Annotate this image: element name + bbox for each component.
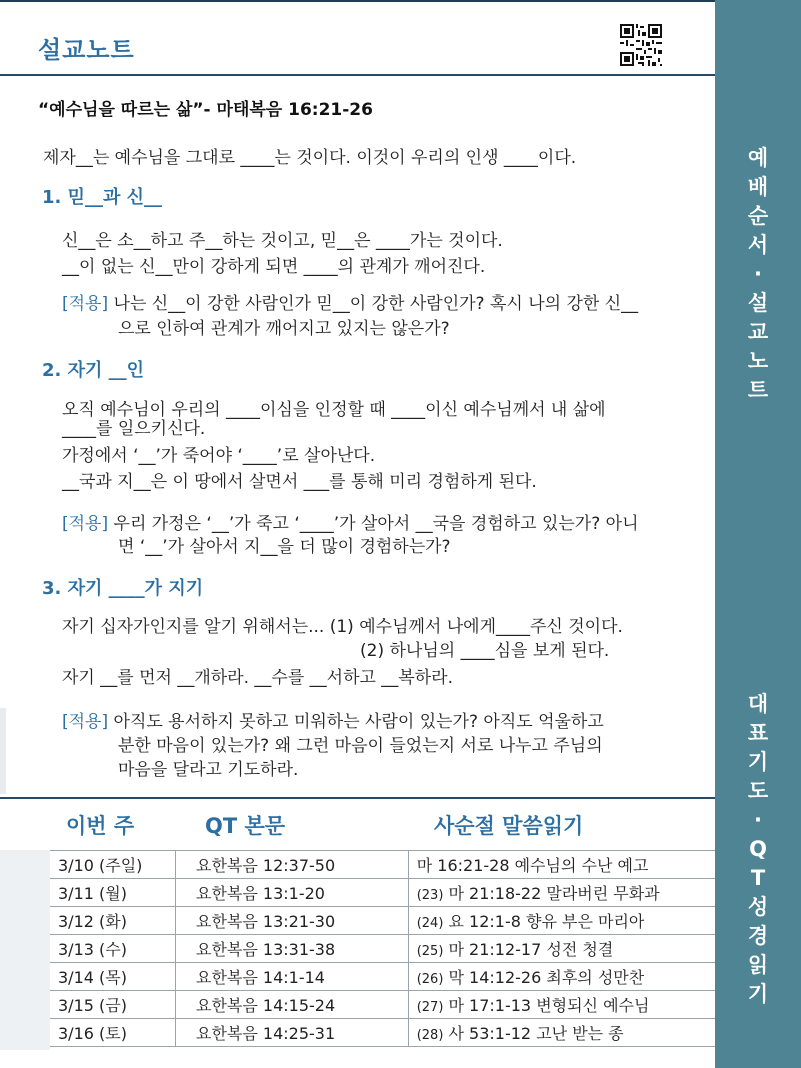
reading-number: (27) — [416, 1000, 444, 1015]
reading-text: 마 17:1-13 변형되신 예수님 — [448, 996, 650, 1015]
apply-text: 마음을 달라고 기도하라. — [118, 760, 299, 780]
date-cell: 3/10 (주일) — [50, 851, 175, 879]
sidebar-char: 성 — [747, 895, 769, 919]
apply-text: 우리 가정은 ‘__’가 죽고 ‘____’가 살아서 __국을 경험하고 있는가? 아니 — [113, 514, 639, 534]
section-2-apply — [62, 509, 639, 534]
table-margin-shade — [0, 850, 50, 1050]
margin-shade — [0, 708, 6, 794]
section-2-heading: 2. 자기 __인 — [42, 360, 145, 381]
sidebar-char: 교 — [747, 320, 769, 344]
sidebar-char: 예 — [747, 146, 769, 170]
reading-cell — [408, 907, 715, 935]
reading-cell — [408, 851, 715, 879]
table-row — [50, 851, 715, 879]
section-3-heading: 3. 자기 ____가 지기 — [42, 578, 204, 599]
reading-text: 사 53:1-12 고난 받는 종 — [448, 1024, 624, 1043]
qt-cell: 요한복음 13:21-30 — [175, 907, 408, 935]
reading-schedule-table — [50, 850, 715, 1047]
sidebar-char: 서 — [747, 233, 769, 257]
section-2-line: 오직 예수님이 우리의 ____이심을 인정할 때 ____이신 예수님께서 내 삶에 — [62, 400, 606, 420]
sidebar-char: 배 — [747, 175, 769, 199]
section-2-line: ____를 일으키신다. — [62, 419, 206, 439]
section-1-apply — [62, 289, 638, 314]
reading-cell — [408, 1019, 715, 1047]
column-header-qt: QT 본문 — [205, 814, 286, 838]
date-cell: 3/14 (목) — [50, 963, 175, 991]
sidebar — [715, 0, 801, 1068]
date-cell: 3/13 (수) — [50, 935, 175, 963]
section-1-heading: 1. 믿__과 신__ — [42, 187, 163, 208]
apply-text: 으로 인하여 관계가 깨어지고 있지는 않은가? — [118, 319, 450, 339]
date-cell: 3/11 (월) — [50, 879, 175, 907]
reading-number: (26) — [416, 972, 444, 987]
sidebar-char: 순 — [747, 204, 769, 228]
reading-cell — [408, 935, 715, 963]
section-1-line: 신__은 소__하고 주__하는 것이고, 믿__은 ____가는 것이다. — [62, 231, 503, 251]
table-row — [50, 879, 715, 907]
sidebar-char: 노 — [747, 349, 769, 373]
sidebar-char: 설 — [747, 291, 769, 315]
table-row — [50, 935, 715, 963]
column-header-reading: 사순절 말씀읽기 — [434, 814, 584, 838]
sidebar-char: T — [750, 866, 766, 890]
header-divider — [0, 74, 715, 76]
qt-cell: 요한복음 14:15-24 — [175, 991, 408, 1019]
sidebar-char: 표 — [747, 721, 769, 745]
qt-cell: 요한복음 12:37-50 — [175, 851, 408, 879]
sidebar-char: 읽 — [747, 953, 769, 977]
reading-cell — [408, 991, 715, 1019]
reading-number: (23) — [416, 888, 444, 903]
section-2-line: 가정에서 ‘__’가 죽어야 ‘____’로 살아난다. — [62, 446, 376, 466]
reading-text: 마 21:12-17 성전 청결 — [448, 940, 614, 959]
qt-cell: 요한복음 14:25-31 — [175, 1019, 408, 1047]
table-row — [50, 963, 715, 991]
top-divider — [0, 0, 715, 2]
date-cell: 3/16 (토) — [50, 1019, 175, 1047]
section-3-apply — [62, 707, 604, 732]
column-header-week: 이번 주 — [66, 814, 135, 838]
section-3-line: 자기 __를 먼저 __개하라. __수를 __서하고 __복하라. — [62, 668, 453, 688]
reading-number: (24) — [416, 916, 444, 931]
sidebar-char: 도 — [747, 779, 769, 803]
date-cell: 3/15 (금) — [50, 991, 175, 1019]
reading-text: 막 14:12-26 최후의 성만찬 — [448, 968, 645, 987]
apply-tag: [적용] — [62, 712, 109, 732]
intro-text: 제자__는 예수님을 그대로 ____는 것이다. 이것이 우리의 인생 ____이다. — [43, 148, 577, 168]
reading-text: 요 12:1-8 향유 부은 마리아 — [448, 912, 645, 931]
qt-cell: 요한복음 14:1-14 — [175, 963, 408, 991]
section-3-line: 자기 십자가인지를 알기 위해서는... (1) 예수님께서 나에게____주신 것이다. — [62, 617, 623, 637]
qt-cell: 요한복음 13:1-20 — [175, 879, 408, 907]
sidebar-char: · — [754, 262, 762, 286]
sidebar-char: 대 — [747, 692, 769, 716]
reading-cell — [408, 963, 715, 991]
sidebar-char: 기 — [747, 750, 769, 774]
reading-text: 마 16:21-28 예수님의 수난 예고 — [416, 856, 649, 875]
apply-text: 아직도 용서하지 못하고 미워하는 사람이 있는가? 아직도 억울하고 — [113, 712, 604, 732]
sidebar-char: 기 — [747, 982, 769, 1006]
section-2-line: __국과 지__은 이 땅에서 살면서 ___를 통해 미리 경험하게 된다. — [62, 472, 537, 492]
reading-cell — [408, 879, 715, 907]
sermon-title: “예수님을 따르는 삶”- 마태복음 16:21-26 — [38, 100, 373, 120]
apply-text: 면 ‘__’가 살아서 지__을 더 많이 경험하는가? — [118, 537, 451, 557]
reading-number: (25) — [416, 944, 444, 959]
section-3-line: (2) 하나님의 ____심을 보게 된다. — [360, 641, 610, 661]
qt-cell: 요한복음 13:31-38 — [175, 935, 408, 963]
page-title: 설교노트 — [38, 36, 135, 64]
apply-tag: [적용] — [62, 514, 109, 534]
apply-text: 분한 마음이 있는가? 왜 그런 마음이 들었는지 서로 나누고 주님의 — [118, 736, 603, 756]
date-cell: 3/12 (화) — [50, 907, 175, 935]
apply-tag: [적용] — [62, 294, 109, 314]
sidebar-char: · — [754, 808, 762, 832]
sidebar-char: Q — [749, 837, 767, 861]
table-row — [50, 1019, 715, 1047]
sidebar-char: 트 — [747, 378, 769, 402]
table-divider — [0, 797, 715, 799]
sidebar-label-prayer-qt — [715, 690, 801, 1009]
table-row — [50, 907, 715, 935]
reading-number: (28) — [416, 1028, 444, 1043]
qr-code-icon — [618, 22, 664, 68]
sidebar-char: 경 — [747, 924, 769, 948]
reading-text: 마 21:18-22 말라버린 무화과 — [448, 884, 660, 903]
apply-text: 나는 신__이 강한 사람인가 믿__이 강한 사람인가? 혹시 나의 강한 신__ — [113, 294, 639, 314]
table-row — [50, 991, 715, 1019]
section-1-line: __이 없는 신__만이 강하게 되면 ____의 관계가 깨어진다. — [62, 257, 486, 277]
sidebar-label-worship-order — [715, 144, 801, 405]
